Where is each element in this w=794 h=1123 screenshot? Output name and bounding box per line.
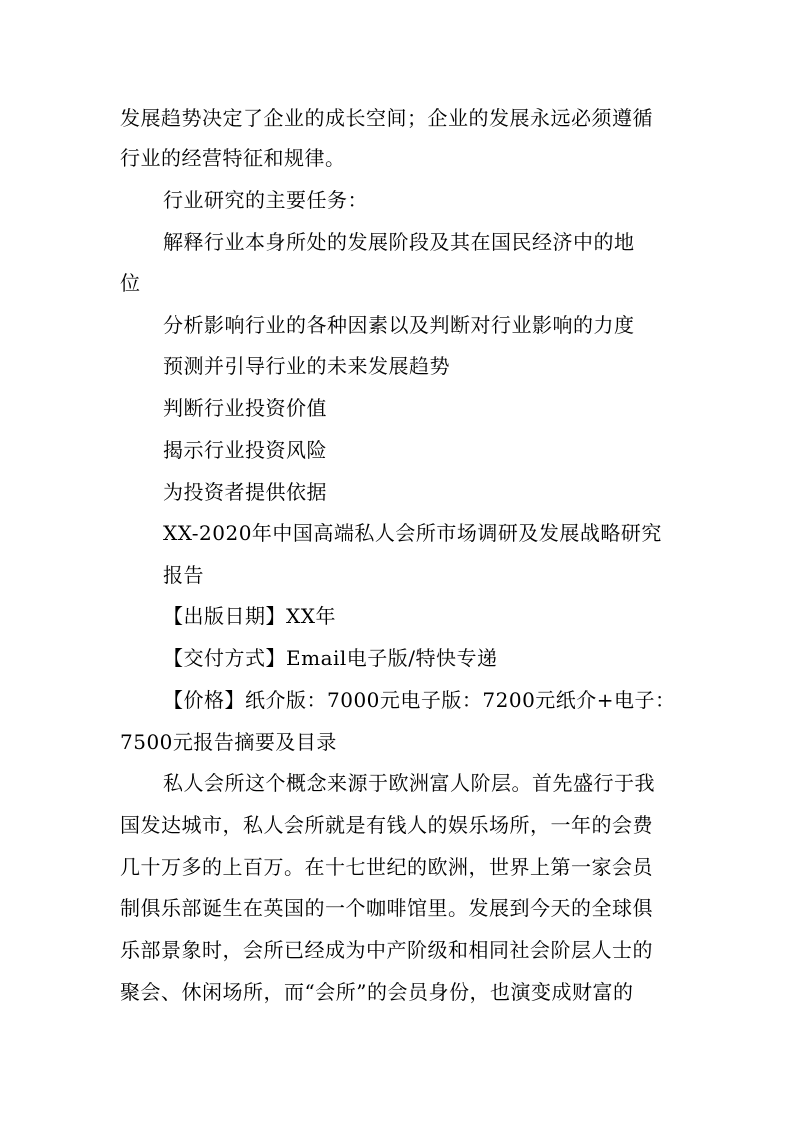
text-line: 预测并引导行业的未来发展趋势 (163, 354, 450, 378)
text-line: 解释行业本身所处的发展阶段及其在国民经济中的地 (163, 230, 635, 254)
text-line: 判断行业投资价值 (163, 396, 327, 420)
text-line: 行业的经营特征和规律。 (120, 146, 346, 170)
text-line: 乐部景象时，会所已经成为中产阶级和相同社会阶层人士的 (120, 938, 653, 962)
text-line: 7500元报告摘要及目录 (120, 730, 337, 754)
text-line: 发展趋势决定了企业的成长空间；企业的发展永远必须遵循 (120, 106, 653, 130)
text-line: 【价格】纸介版：7000元电子版：7200元纸介+电子： (163, 688, 676, 712)
text-line: 几十万多的上百万。在十七世纪的欧洲，世界上第一家会员 (120, 855, 653, 879)
text-line: 揭示行业投资风险 (163, 438, 327, 462)
text-line: 国发达城市，私人会所就是有钱人的娱乐场所，一年的会费 (120, 813, 653, 837)
text-line: 【出版日期】XX年 (163, 604, 336, 628)
text-line: 位 (120, 271, 141, 295)
text-line: 聚会、休闲场所，而“会所”的会员身份，也演变成财富的 (120, 980, 634, 1004)
text-line: 行业研究的主要任务： (163, 188, 368, 212)
text-line: 制俱乐部诞生在英国的一个咖啡馆里。发展到今天的全球俱 (120, 896, 653, 920)
text-line: 【交付方式】Email电子版/特快专递 (163, 646, 498, 670)
text-line: 分析影响行业的各种因素以及判断对行业影响的力度 (163, 313, 635, 337)
text-line: 为投资者提供依据 (163, 480, 327, 504)
text-line: 报告 (163, 563, 204, 587)
text-line: XX-2020年中国高端私人会所市场调研及发展战略研究 (163, 521, 662, 545)
text-line: 私人会所这个概念来源于欧洲富人阶层。首先盛行于我 (163, 771, 655, 795)
